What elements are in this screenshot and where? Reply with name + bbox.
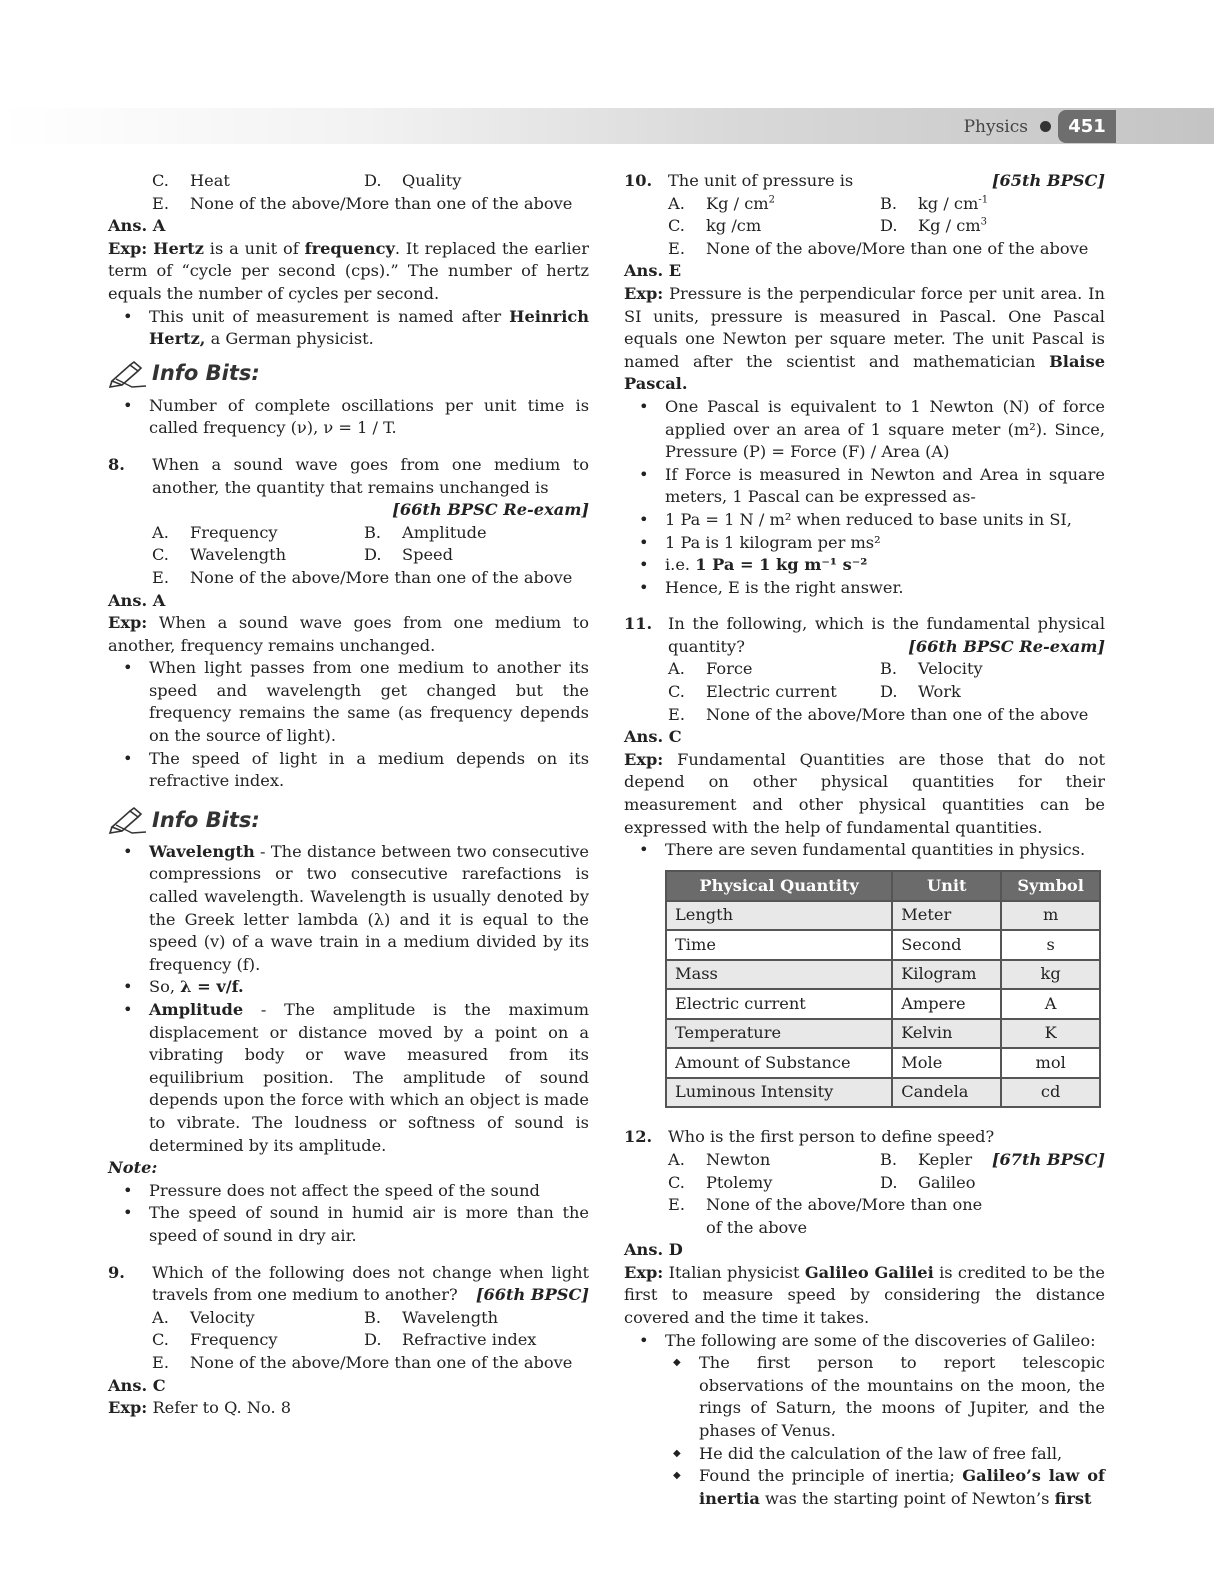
- left-column: [108, 170, 589, 1420]
- table-cell: Time: [666, 930, 892, 960]
- q10-explanation: Exp: Pressure is the perpendicular force per unit area. In SI units, pressure is measured in Pascal. One Pascal equals one Newton per square meter. The unit Pascal is named after the scientist and mathematician Blaise Pascal.: [624, 283, 1105, 394]
- option: B. Wavelength: [364, 1307, 499, 1327]
- option: C. Wavelength: [152, 545, 287, 565]
- option: A. Newton: [668, 1149, 771, 1169]
- q9-explanation: Exp: Refer to Q. No. 8: [108, 1398, 292, 1418]
- info-bits-list: [108, 841, 589, 1157]
- q12-options: [668, 1149, 992, 1239]
- option: B. Amplitude: [364, 522, 487, 542]
- table-header-row: [666, 871, 1100, 901]
- table-cell: Amount of Substance: [666, 1048, 892, 1078]
- table-cell: Length: [666, 901, 892, 931]
- q7-answer: Ans. A: [108, 216, 166, 236]
- q7-option-c: C. Heat: [152, 171, 230, 190]
- header-dot-icon: [1040, 121, 1051, 132]
- option: E. None of the above/More than one of the above: [668, 1195, 983, 1237]
- question-11: [624, 613, 1105, 726]
- list-item: • One Pascal is equivalent to 1 Newton (N) of force applied over an area of 1 square meter (m²). Since, Pressure (P) = Force (F) / Area (A): [624, 396, 1105, 464]
- table-row: [666, 960, 1100, 990]
- list-item: • So, λ = v/f.: [108, 976, 589, 999]
- question-text: Which of the following does not change when light travels from one medium to another? [66th BPSC]: [152, 1262, 589, 1305]
- q11-explanation: Exp: Fundamental Quantities are those that do not depend on other physical quantities for their measurement and other physical quantities can be expressed with the help of fundamental quantities.: [624, 749, 1105, 837]
- table-cell: s: [1001, 930, 1100, 960]
- list-item: • Hence, E is the right answer.: [624, 577, 1105, 600]
- header-subject: Physics: [963, 117, 1028, 137]
- q12-bullets: [624, 1330, 1105, 1353]
- table-cell: Second: [892, 930, 1001, 960]
- table-header: Unit: [892, 871, 1001, 901]
- option: A. Frequency: [152, 522, 278, 542]
- q10-options: [668, 193, 1105, 261]
- table-row: [666, 930, 1100, 960]
- option: E. None of the above/More than one of the above: [668, 704, 1089, 724]
- q12-explanation: Exp: Italian physicist Galileo Galilei is credited to be the first to measure speed by considering the distance covered and the time it takes.: [624, 1262, 1106, 1328]
- list-item: ◆ The first person to report telescopic observations of the mountains on the moon, the rings of Saturn, the moons of Jupiter, and the phases of Venus.: [624, 1352, 1105, 1442]
- q7-option-e: E. None of the above/More than one of the above: [152, 193, 573, 213]
- list-item: • Amplitude - The amplitude is the maximum displacement or distance moved by a point on a vibrating body or wave measured from its equilibrium position. The amplitude of sound depends upon the force with which an object is made to vibrate. The loudness or softness of sound is determined by its amplitude.: [108, 999, 589, 1157]
- list-item: • When light passes from one medium to another its speed and wavelength get changed but the frequency remains the same (as frequency depends on the source of light).: [108, 657, 589, 747]
- table-header: Symbol: [1001, 871, 1100, 901]
- list-item: • The speed of light in a medium depends on its refractive index.: [108, 748, 589, 793]
- list-item: • This unit of measurement is named after Heinrich Hertz, a German physicist.: [108, 306, 589, 351]
- table-cell: Mass: [666, 960, 892, 990]
- option: A. Kg / $cm^2$: [668, 193, 775, 213]
- q7-option-d: D. Quality: [364, 171, 462, 190]
- q8-bullets: [108, 657, 589, 793]
- table-cell: Mole: [892, 1048, 1001, 1078]
- right-column: [624, 170, 1105, 1510]
- q11-bullets: [624, 839, 1105, 862]
- q10-answer: Ans. E: [624, 261, 682, 281]
- option: D. Galileo: [880, 1172, 976, 1192]
- q9-options: [152, 1307, 589, 1375]
- option: D. Kg / $cm^3$: [880, 216, 987, 236]
- pencil-hand-icon: [108, 359, 148, 389]
- question-text: When a sound wave goes from one medium to another, the quantity that remains unchanged is: [152, 454, 589, 497]
- option: D. Refractive index: [364, 1330, 537, 1350]
- option: E. None of the above/More than one of the above: [152, 567, 573, 587]
- option: B. Kepler: [880, 1149, 973, 1169]
- option: C. Electric current: [668, 682, 837, 702]
- question-number: 8.: [108, 454, 125, 474]
- question-9: [108, 1262, 589, 1375]
- q8-answer: Ans. A: [108, 590, 166, 610]
- question-source: [66th BPSC Re-exam]: [392, 500, 589, 520]
- table-row: [666, 1078, 1100, 1108]
- question-number: 11.: [624, 614, 653, 634]
- q8-explanation: Exp: When a sound wave goes from one medium to another, frequency remains unchanged.: [108, 613, 589, 655]
- q7-options: [152, 170, 589, 215]
- option: A. Force: [668, 659, 753, 679]
- q12-sub-bullets: [624, 1352, 1105, 1510]
- page-number: 451: [1058, 110, 1116, 143]
- list-item: • Wavelength - The distance between two consecutive compressions or two consecutive rarefactions is called wavelength. Wavelength is usually denoted by the Greek letter lambda (λ) and it is equal to the speed (v) of a wave train in a medium divided by its frequency (f).: [108, 841, 589, 977]
- question-10: [624, 170, 1105, 260]
- table-cell: Electric current: [666, 989, 892, 1019]
- option: B. kg / $cm^{-1}$: [880, 193, 989, 213]
- question-number: 9.: [108, 1262, 125, 1282]
- table-cell: Temperature: [666, 1019, 892, 1049]
- list-item: • 1 Pa = 1 N / m² when reduced to base units in SI,: [624, 509, 1105, 532]
- list-item: ◆ Found the principle of inertia; Galileo’s law of inertia was the starting point of Newton’s first: [624, 1465, 1105, 1510]
- table-cell: Ampere: [892, 989, 1001, 1019]
- table-cell: Candela: [892, 1078, 1001, 1108]
- table-cell: Kilogram: [892, 960, 1001, 990]
- table-row: [666, 1019, 1100, 1049]
- table-cell: m: [1001, 901, 1100, 931]
- table-cell: Luminous Intensity: [666, 1078, 892, 1108]
- q12-answer: Ans. D: [624, 1240, 683, 1260]
- table-row: [666, 989, 1100, 1019]
- list-item: • i.e. 1 Pa = 1 kg m⁻¹ s⁻²: [624, 554, 1105, 577]
- list-item: • There are seven fundamental quantities in physics.: [624, 839, 1105, 862]
- info-bits-heading: Info Bits:: [108, 805, 589, 835]
- question-12: [624, 1126, 1105, 1239]
- table-row: [666, 901, 1100, 931]
- list-item: • Number of complete oscillations per unit time is called frequency (ν), ν = 1 / T.: [108, 395, 589, 440]
- question-text: The unit of pressure is [65th BPSC]: [668, 171, 1105, 190]
- table-header: Physical Quantity: [666, 871, 892, 901]
- pencil-hand-icon: [108, 805, 148, 835]
- table-cell: Meter: [892, 901, 1001, 931]
- question-text: Who is the first person to define speed? [67th BPSC]: [668, 1127, 1105, 1169]
- header-bar: [0, 108, 1214, 144]
- note-bullets: [108, 1180, 589, 1248]
- table-cell: Kelvin: [892, 1019, 1001, 1049]
- list-item: • The speed of sound in humid air is more than the speed of sound in dry air.: [108, 1202, 589, 1247]
- option: C. Ptolemy: [668, 1172, 773, 1192]
- option: C. Frequency: [152, 1330, 278, 1350]
- option: E. None of the above/More than one of the above: [152, 1352, 573, 1372]
- option: D. Work: [880, 682, 961, 702]
- q11-answer: Ans. C: [624, 727, 682, 747]
- question-number: 10.: [624, 171, 653, 190]
- option: C. kg /cm: [668, 216, 762, 236]
- table-cell: K: [1001, 1019, 1100, 1049]
- question-8: [108, 454, 589, 590]
- note-label: Note:: [108, 1158, 158, 1178]
- list-item: ◆ He did the calculation of the law of free fall,: [624, 1443, 1105, 1466]
- list-item: • The following are some of the discoveries of Galileo:: [624, 1330, 1105, 1353]
- option: E. None of the above/More than one of the above: [668, 238, 1089, 258]
- q7-explanation: Exp: Hertz is a unit of frequency. It replaced the earlier term of “cycle per second (cps).” The number of hertz equals the number of cycles per second.: [108, 238, 589, 303]
- option: A. Velocity: [152, 1307, 255, 1327]
- question-number: 12.: [624, 1127, 653, 1147]
- q10-bullets: [624, 396, 1105, 599]
- q9-answer: Ans. C: [108, 1375, 166, 1395]
- table-cell: kg: [1001, 960, 1100, 990]
- table-row: [666, 1048, 1100, 1078]
- info-bits-list: [108, 395, 589, 440]
- list-item: • 1 Pa is 1 kilogram per ms²: [624, 532, 1105, 555]
- table-cell: cd: [1001, 1078, 1100, 1108]
- table-cell: A: [1001, 989, 1100, 1019]
- option: B. Velocity: [880, 659, 983, 679]
- option: D. Speed: [364, 545, 453, 565]
- question-text: In the following, which is the fundamental physical quantity? [66th BPSC Re-exam]: [668, 614, 1105, 656]
- list-item: • If Force is measured in Newton and Area in square meters, 1 Pascal can be expressed as-: [624, 464, 1105, 509]
- q11-options: [668, 658, 1105, 726]
- info-bits-heading: Info Bits:: [108, 359, 589, 389]
- q8-options: [152, 522, 589, 590]
- table-cell: mol: [1001, 1048, 1100, 1078]
- q7-bullets: [108, 306, 589, 351]
- list-item: • Pressure does not affect the speed of the sound: [108, 1180, 589, 1203]
- fundamental-quantities-table: [665, 870, 1101, 1109]
